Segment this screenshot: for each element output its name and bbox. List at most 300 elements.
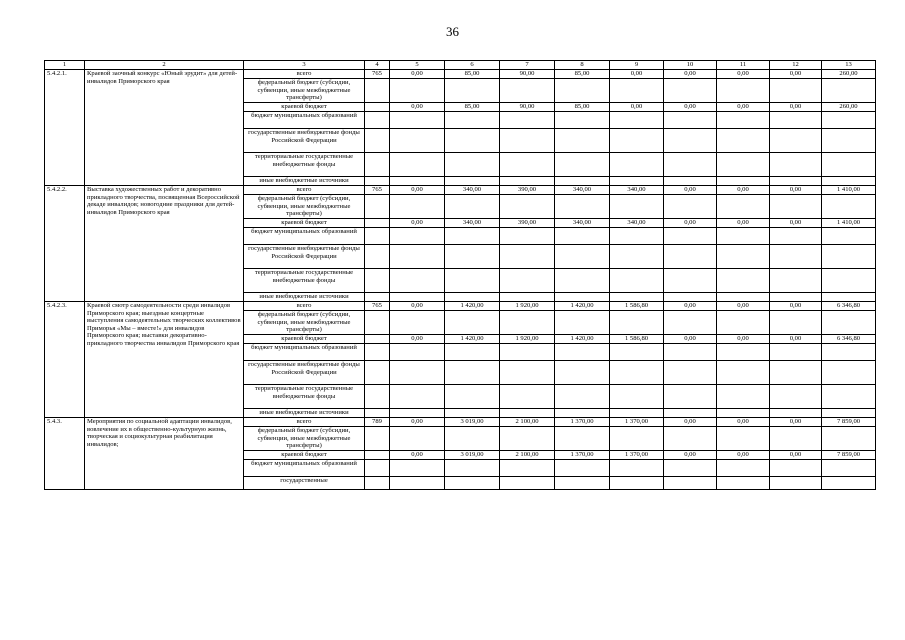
funding-source: всего <box>244 186 365 195</box>
value-cell <box>822 177 876 186</box>
value-cell <box>555 129 610 153</box>
value-cell <box>822 129 876 153</box>
value-cell <box>390 228 445 245</box>
value-cell: 0,00 <box>390 451 445 460</box>
value-cell <box>500 427 555 451</box>
value-cell: 340,00 <box>610 219 664 228</box>
value-cell <box>664 245 717 269</box>
value-cell <box>500 477 555 490</box>
value-cell <box>610 112 664 129</box>
value-cell <box>717 228 770 245</box>
funding-source: бюджет муниципальных образований <box>244 112 365 129</box>
value-cell: 340,00 <box>555 219 610 228</box>
value-cell: 0,00 <box>770 70 822 79</box>
value-cell <box>445 427 500 451</box>
value-cell <box>664 112 717 129</box>
value-cell: 1 370,00 <box>610 418 664 427</box>
funding-source: федеральный бюджет (субсидии, субвенции, иные межбюджетные трансферты) <box>244 311 365 335</box>
grbs-code <box>365 293 390 302</box>
value-cell: 0,00 <box>770 103 822 112</box>
table-row <box>45 186 876 195</box>
value-cell <box>770 79 822 103</box>
value-cell <box>555 195 610 219</box>
funding-source: государственные внебюджетные фонды Российской Федерации <box>244 245 365 269</box>
value-cell <box>610 361 664 385</box>
value-cell <box>390 460 445 477</box>
value-cell <box>445 195 500 219</box>
value-cell <box>770 344 822 361</box>
value-cell <box>770 245 822 269</box>
item-code: 5.4.2.3. <box>45 302 85 418</box>
value-cell <box>500 293 555 302</box>
value-cell: 0,00 <box>770 335 822 344</box>
value-cell: 0,00 <box>770 219 822 228</box>
value-cell: 0,00 <box>664 186 717 195</box>
value-cell: 0,00 <box>390 186 445 195</box>
value-cell <box>610 79 664 103</box>
grbs-code <box>365 344 390 361</box>
value-cell <box>390 361 445 385</box>
funding-source: бюджет муниципальных образований <box>244 228 365 245</box>
value-cell <box>717 344 770 361</box>
value-cell <box>822 153 876 177</box>
value-cell <box>822 477 876 490</box>
value-cell <box>500 269 555 293</box>
value-cell <box>664 344 717 361</box>
value-cell <box>717 460 770 477</box>
value-cell <box>390 269 445 293</box>
value-cell <box>500 177 555 186</box>
value-cell <box>664 361 717 385</box>
value-cell <box>390 344 445 361</box>
grbs-code <box>365 427 390 451</box>
value-cell <box>717 79 770 103</box>
value-cell: 0,00 <box>610 70 664 79</box>
value-cell <box>717 177 770 186</box>
grbs-code <box>365 311 390 335</box>
value-cell: 1 410,00 <box>822 186 876 195</box>
table-row <box>45 302 876 311</box>
value-cell <box>770 409 822 418</box>
column-header: 6 <box>445 61 500 70</box>
value-cell <box>555 409 610 418</box>
item-code: 5.4.3. <box>45 418 85 490</box>
value-cell: 0,00 <box>717 186 770 195</box>
value-cell: 3 019,00 <box>445 451 500 460</box>
table-row <box>45 70 876 79</box>
value-cell <box>770 129 822 153</box>
value-cell <box>445 361 500 385</box>
value-cell: 1 586,80 <box>610 302 664 311</box>
value-cell: 2 100,00 <box>500 451 555 460</box>
funding-source: краевой бюджет <box>244 451 365 460</box>
value-cell <box>822 245 876 269</box>
value-cell: 340,00 <box>610 186 664 195</box>
value-cell <box>555 344 610 361</box>
value-cell: 85,00 <box>445 103 500 112</box>
value-cell <box>664 79 717 103</box>
value-cell <box>717 311 770 335</box>
value-cell <box>610 153 664 177</box>
value-cell <box>664 477 717 490</box>
value-cell <box>610 344 664 361</box>
value-cell <box>555 245 610 269</box>
value-cell: 0,00 <box>770 451 822 460</box>
value-cell <box>610 460 664 477</box>
value-cell <box>717 269 770 293</box>
grbs-code <box>365 269 390 293</box>
value-cell <box>822 269 876 293</box>
grbs-code <box>365 335 390 344</box>
value-cell <box>555 228 610 245</box>
grbs-code <box>365 219 390 228</box>
item-code: 5.4.2.1. <box>45 70 85 186</box>
grbs-code <box>365 385 390 409</box>
value-cell <box>390 427 445 451</box>
value-cell <box>664 409 717 418</box>
funding-source: территориальные государственные внебюджетные фонды <box>244 153 365 177</box>
value-cell <box>770 228 822 245</box>
funding-source: территориальные государственные внебюджетные фонды <box>244 269 365 293</box>
value-cell: 1 370,00 <box>610 451 664 460</box>
value-cell <box>500 460 555 477</box>
value-cell <box>500 228 555 245</box>
value-cell: 0,00 <box>664 418 717 427</box>
value-cell: 6 346,80 <box>822 302 876 311</box>
value-cell <box>445 177 500 186</box>
value-cell: 0,00 <box>664 219 717 228</box>
value-cell <box>664 311 717 335</box>
value-cell <box>500 344 555 361</box>
value-cell: 0,00 <box>390 335 445 344</box>
value-cell: 0,00 <box>664 103 717 112</box>
value-cell <box>822 460 876 477</box>
funding-source: иные внебюджетные источники <box>244 409 365 418</box>
value-cell: 0,00 <box>664 70 717 79</box>
value-cell <box>445 344 500 361</box>
value-cell <box>717 129 770 153</box>
value-cell <box>822 427 876 451</box>
value-cell <box>770 311 822 335</box>
value-cell <box>822 228 876 245</box>
value-cell <box>390 245 445 269</box>
column-header: 10 <box>664 61 717 70</box>
funding-source: краевой бюджет <box>244 103 365 112</box>
value-cell <box>610 129 664 153</box>
value-cell <box>610 477 664 490</box>
value-cell <box>717 385 770 409</box>
value-cell: 0,00 <box>390 418 445 427</box>
value-cell <box>610 195 664 219</box>
funding-source: государственные внебюджетные фонды Российской Федерации <box>244 129 365 153</box>
value-cell: 340,00 <box>445 186 500 195</box>
value-cell: 7 859,00 <box>822 451 876 460</box>
grbs-code: 765 <box>365 302 390 311</box>
value-cell: 0,00 <box>717 451 770 460</box>
grbs-code <box>365 228 390 245</box>
value-cell <box>664 427 717 451</box>
funding-source: всего <box>244 418 365 427</box>
value-cell: 0,00 <box>717 302 770 311</box>
value-cell: 0,00 <box>390 219 445 228</box>
column-header: 9 <box>610 61 664 70</box>
value-cell <box>770 112 822 129</box>
value-cell: 7 859,00 <box>822 418 876 427</box>
grbs-code: 789 <box>365 418 390 427</box>
value-cell <box>555 460 610 477</box>
grbs-code: 765 <box>365 70 390 79</box>
value-cell <box>664 460 717 477</box>
column-header: 3 <box>244 61 365 70</box>
value-cell <box>770 361 822 385</box>
value-cell <box>717 112 770 129</box>
value-cell: 1 420,00 <box>555 335 610 344</box>
value-cell <box>610 228 664 245</box>
column-header: 7 <box>500 61 555 70</box>
value-cell <box>390 311 445 335</box>
column-header: 12 <box>770 61 822 70</box>
value-cell: 1 586,80 <box>610 335 664 344</box>
grbs-code <box>365 460 390 477</box>
value-cell: 0,00 <box>664 451 717 460</box>
item-name: Краевой заочный конкурс «Юный эрудит» для детей-инвалидов Приморского края <box>85 70 244 186</box>
value-cell <box>822 293 876 302</box>
value-cell: 1 370,00 <box>555 418 610 427</box>
value-cell <box>445 460 500 477</box>
value-cell: 0,00 <box>717 103 770 112</box>
grbs-code <box>365 103 390 112</box>
value-cell <box>664 177 717 186</box>
value-cell <box>610 293 664 302</box>
value-cell <box>770 460 822 477</box>
value-cell <box>664 269 717 293</box>
value-cell <box>390 112 445 129</box>
value-cell <box>717 361 770 385</box>
value-cell: 85,00 <box>445 70 500 79</box>
value-cell <box>555 269 610 293</box>
funding-source: краевой бюджет <box>244 219 365 228</box>
item-name: Выставка художественных работ и декоративно прикладного творчества, посвященная Всероссийской декаде инвалидов; новогодние праздники для детей-инвалидов Приморского края <box>85 186 244 302</box>
value-cell <box>500 245 555 269</box>
value-cell <box>555 427 610 451</box>
value-cell <box>610 269 664 293</box>
value-cell <box>555 385 610 409</box>
value-cell <box>610 177 664 186</box>
value-cell: 0,00 <box>664 335 717 344</box>
value-cell <box>390 129 445 153</box>
value-cell: 6 346,80 <box>822 335 876 344</box>
column-header: 2 <box>85 61 244 70</box>
value-cell <box>500 409 555 418</box>
value-cell <box>717 293 770 302</box>
funding-source: федеральный бюджет (субсидии, субвенции, иные межбюджетные трансферты) <box>244 79 365 103</box>
value-cell <box>555 311 610 335</box>
value-cell: 390,00 <box>500 186 555 195</box>
value-cell <box>390 385 445 409</box>
value-cell <box>822 79 876 103</box>
value-cell <box>822 195 876 219</box>
grbs-code <box>365 409 390 418</box>
value-cell <box>445 129 500 153</box>
value-cell <box>500 153 555 177</box>
value-cell: 0,00 <box>390 302 445 311</box>
value-cell: 0,00 <box>717 418 770 427</box>
value-cell <box>555 112 610 129</box>
value-cell <box>500 385 555 409</box>
grbs-code <box>365 361 390 385</box>
column-header: 4 <box>365 61 390 70</box>
item-code: 5.4.2.2. <box>45 186 85 302</box>
column-header: 5 <box>390 61 445 70</box>
value-cell: 2 100,00 <box>500 418 555 427</box>
grbs-code <box>365 129 390 153</box>
funding-source: федеральный бюджет (субсидии, субвенции, иные межбюджетные трансферты) <box>244 427 365 451</box>
budget-table <box>44 60 876 490</box>
value-cell: 1 920,00 <box>500 302 555 311</box>
column-header: 13 <box>822 61 876 70</box>
value-cell <box>445 311 500 335</box>
value-cell: 1 420,00 <box>555 302 610 311</box>
value-cell: 260,00 <box>822 70 876 79</box>
column-header: 11 <box>717 61 770 70</box>
value-cell <box>717 409 770 418</box>
value-cell <box>500 361 555 385</box>
value-cell <box>445 477 500 490</box>
value-cell <box>390 79 445 103</box>
value-cell <box>770 293 822 302</box>
value-cell <box>390 153 445 177</box>
value-cell <box>390 195 445 219</box>
funding-source: бюджет муниципальных образований <box>244 344 365 361</box>
value-cell <box>822 361 876 385</box>
value-cell: 0,00 <box>610 103 664 112</box>
value-cell: 0,00 <box>717 219 770 228</box>
value-cell: 0,00 <box>770 418 822 427</box>
value-cell <box>770 385 822 409</box>
value-cell <box>445 112 500 129</box>
grbs-code <box>365 112 390 129</box>
funding-source: иные внебюджетные источники <box>244 293 365 302</box>
value-cell: 0,00 <box>664 302 717 311</box>
value-cell <box>717 427 770 451</box>
value-cell: 90,00 <box>500 70 555 79</box>
value-cell: 0,00 <box>717 70 770 79</box>
value-cell <box>555 361 610 385</box>
value-cell: 85,00 <box>555 103 610 112</box>
value-cell <box>445 79 500 103</box>
funding-source: всего <box>244 302 365 311</box>
value-cell: 1 920,00 <box>500 335 555 344</box>
value-cell <box>717 245 770 269</box>
funding-source: краевой бюджет <box>244 335 365 344</box>
value-cell <box>610 245 664 269</box>
value-cell <box>664 293 717 302</box>
value-cell <box>822 385 876 409</box>
grbs-code <box>365 153 390 177</box>
column-header: 8 <box>555 61 610 70</box>
value-cell: 0,00 <box>770 302 822 311</box>
value-cell <box>555 153 610 177</box>
value-cell: 0,00 <box>390 103 445 112</box>
funding-source: бюджет муниципальных образований <box>244 460 365 477</box>
value-cell <box>390 477 445 490</box>
value-cell: 340,00 <box>555 186 610 195</box>
value-cell: 260,00 <box>822 103 876 112</box>
value-cell <box>770 177 822 186</box>
value-cell <box>445 153 500 177</box>
column-header: 1 <box>45 61 85 70</box>
value-cell <box>664 153 717 177</box>
value-cell <box>822 311 876 335</box>
value-cell <box>555 477 610 490</box>
value-cell <box>770 477 822 490</box>
value-cell <box>770 269 822 293</box>
item-name: Краевой смотр самодеятельности среди инвалидов Приморского края; выездные концертные выступления самодеятельных творческих коллективов Приморья «Мы – вместе!» для инвалидов Приморского края; выставки декоративно-прикладного творчества инвалидов Приморского края <box>85 302 244 418</box>
value-cell: 90,00 <box>500 103 555 112</box>
value-cell <box>500 195 555 219</box>
value-cell <box>610 311 664 335</box>
grbs-code <box>365 195 390 219</box>
value-cell <box>770 427 822 451</box>
value-cell <box>555 293 610 302</box>
value-cell <box>717 195 770 219</box>
value-cell <box>500 311 555 335</box>
value-cell <box>664 228 717 245</box>
value-cell <box>610 385 664 409</box>
value-cell: 0,00 <box>770 186 822 195</box>
value-cell: 1 410,00 <box>822 219 876 228</box>
funding-source: иные внебюджетные источники <box>244 177 365 186</box>
value-cell <box>390 293 445 302</box>
funding-source: всего <box>244 70 365 79</box>
value-cell <box>390 177 445 186</box>
funding-source: государственные <box>244 477 365 490</box>
funding-source: территориальные государственные внебюджетные фонды <box>244 385 365 409</box>
value-cell <box>664 385 717 409</box>
value-cell: 85,00 <box>555 70 610 79</box>
value-cell <box>500 129 555 153</box>
value-cell: 390,00 <box>500 219 555 228</box>
value-cell <box>664 195 717 219</box>
value-cell: 1 370,00 <box>555 451 610 460</box>
value-cell: 3 019,00 <box>445 418 500 427</box>
value-cell <box>610 427 664 451</box>
grbs-code <box>365 477 390 490</box>
grbs-code <box>365 79 390 103</box>
grbs-code <box>365 245 390 269</box>
page-number: 36 <box>446 24 459 39</box>
value-cell <box>445 245 500 269</box>
funding-source: федеральный бюджет (субсидии, субвенции, иные межбюджетные трансферты) <box>244 195 365 219</box>
value-cell <box>822 344 876 361</box>
value-cell: 0,00 <box>717 335 770 344</box>
table-row <box>45 418 876 427</box>
value-cell <box>822 409 876 418</box>
value-cell <box>445 409 500 418</box>
value-cell <box>717 153 770 177</box>
value-cell <box>664 129 717 153</box>
value-cell <box>500 79 555 103</box>
funding-source: государственные внебюджетные фонды Российской Федерации <box>244 361 365 385</box>
value-cell <box>445 269 500 293</box>
value-cell <box>445 293 500 302</box>
value-cell: 1 420,00 <box>445 335 500 344</box>
value-cell <box>390 409 445 418</box>
grbs-code: 765 <box>365 186 390 195</box>
value-cell <box>500 112 555 129</box>
value-cell <box>610 409 664 418</box>
item-name: Мероприятия по социальной адаптации инвалидов, вовлечение их в общественно-культурную жизнь, творческая и социокультурная реабилитация инвалидов; <box>85 418 244 490</box>
